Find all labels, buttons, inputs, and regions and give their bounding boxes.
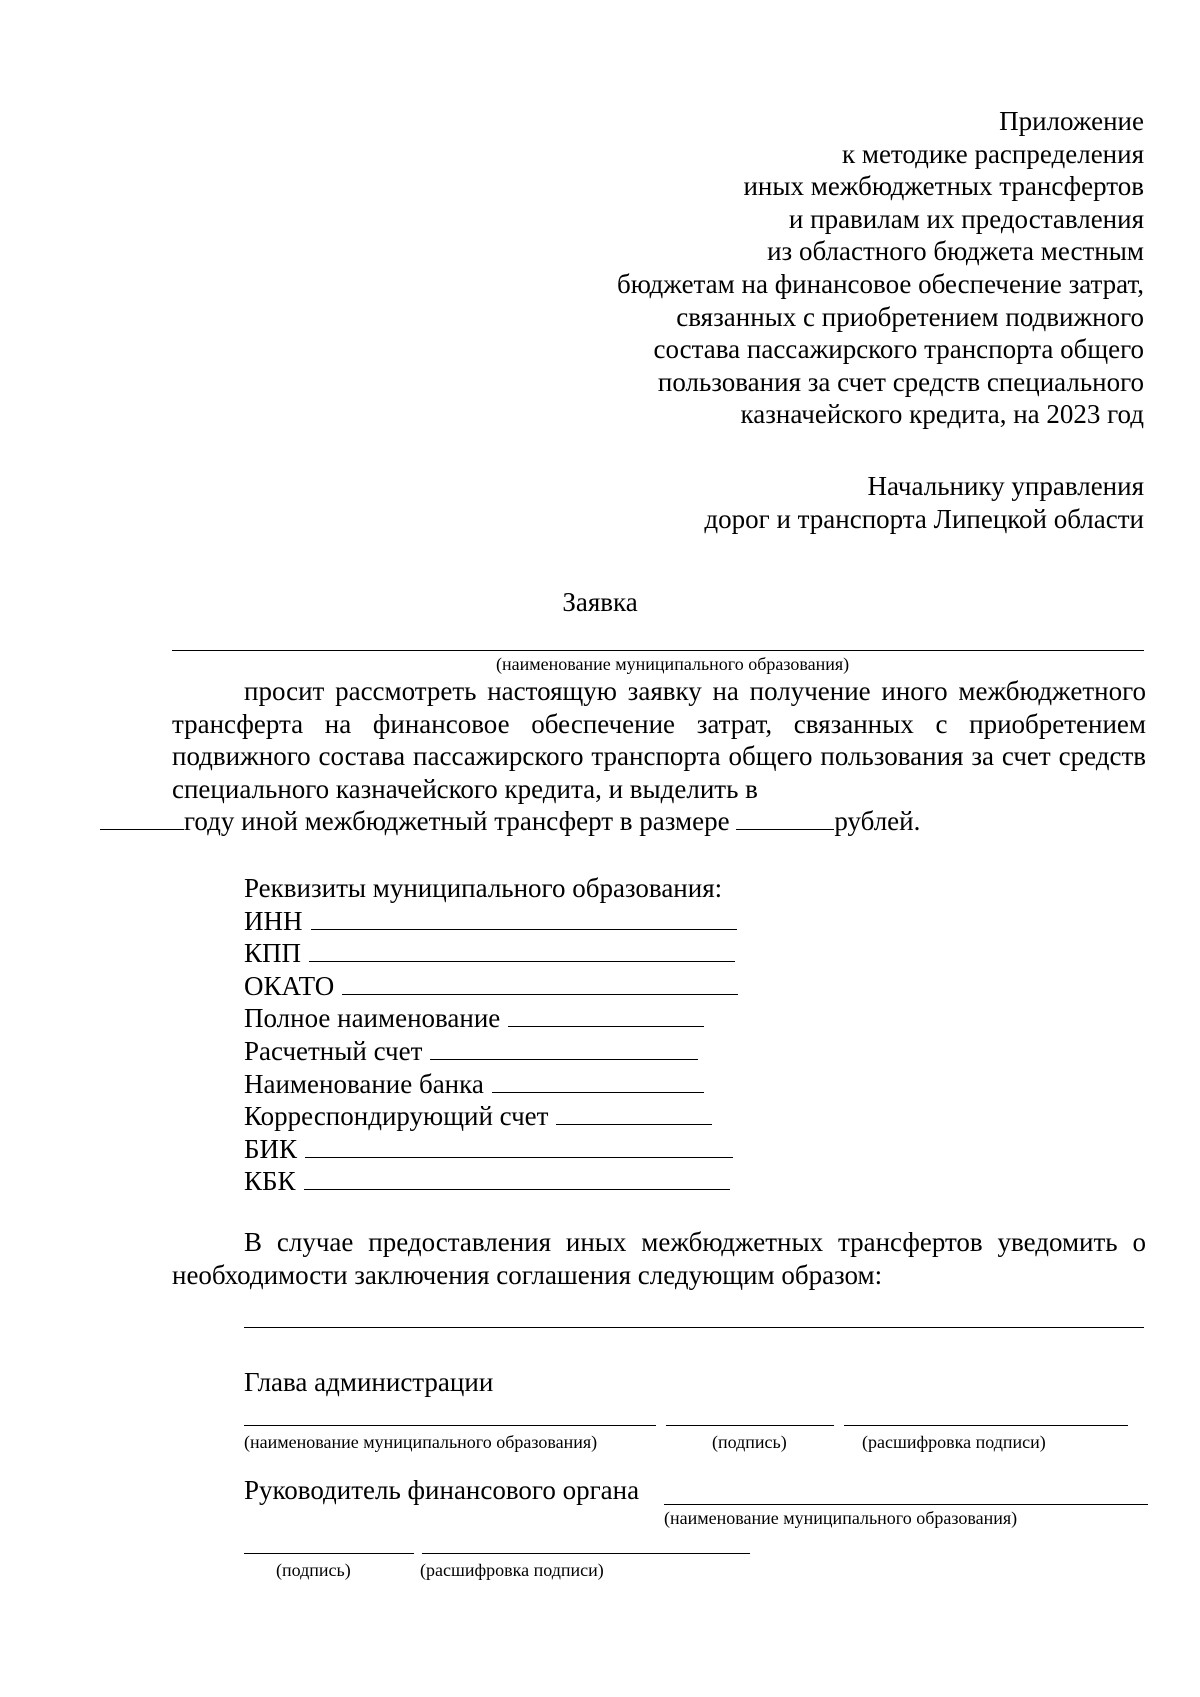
field-label: КБК (244, 1166, 296, 1197)
header-line: связанных с приобретением подвижного (676, 301, 1144, 332)
finance-name-caption: (наименование муниципального образования) (664, 1508, 1018, 1528)
bank-name-field[interactable] (492, 1068, 704, 1093)
head-decode-caption: (расшифровка подписи) (862, 1432, 1046, 1452)
header-line: к методике распределения (841, 138, 1144, 169)
field-label: Корреспондирующий счет (244, 1101, 549, 1132)
header-line: казначейского кредита, на 2023 год (740, 399, 1144, 430)
year-field[interactable] (100, 805, 184, 830)
header-line: Приложение (999, 106, 1144, 136)
amount-field[interactable] (736, 805, 834, 830)
field-label: БИК (244, 1133, 298, 1164)
correspondent-account-field[interactable] (556, 1100, 712, 1125)
header-line: состава пассажирского транспорта общего (653, 334, 1144, 365)
field-label: КПП (244, 938, 302, 969)
field-label: Наименование банка (244, 1068, 484, 1099)
document-title: Заявка (562, 587, 638, 617)
head-municipality-field[interactable] (244, 1425, 656, 1426)
account-field[interactable] (430, 1035, 698, 1060)
addressee-line: дорог и транспорта Липецкой области (704, 503, 1144, 534)
finance-municipality-field[interactable] (664, 1504, 1148, 1505)
head-sign-caption: (подпись) (712, 1432, 787, 1452)
notice-paragraph (172, 1226, 1146, 1291)
field-label: ИНН (244, 905, 303, 936)
municipality-name-caption: (наименование муниципального образования) (496, 654, 850, 674)
finance-sign-caption: (подпись) (276, 1560, 351, 1580)
addressee-line: Начальнику управления (867, 471, 1144, 501)
inn-field[interactable] (311, 905, 737, 930)
request-text: просит рассмотреть настоящую заявку на получение иного межбюджетного трансферта на финансовое обеспечение затрат, связанных с приобретением подвижного состава пассажирского транспорта общего пользования за счет средств специального казначейского кредита, и выделить в (172, 676, 1146, 804)
okato-field[interactable] (342, 970, 738, 995)
municipality-name-field[interactable] (172, 650, 1144, 651)
field-label: ОКАТО (244, 970, 335, 1001)
notice-text: В случае предоставления иных межбюджетных трансфертов уведомить о необходимости заключения соглашения следующим образом: (172, 1227, 1146, 1290)
notice-method-field[interactable] (244, 1327, 1144, 1328)
finance-decode-caption: (расшифровка подписи) (420, 1560, 604, 1580)
header-line: иных межбюджетных трансфертов (743, 171, 1144, 202)
field-label: Полное наименование (244, 1003, 501, 1034)
finance-decode-field[interactable] (422, 1553, 750, 1554)
head-decode-field[interactable] (844, 1425, 1128, 1426)
request-paragraph (172, 675, 1146, 838)
appendix-header (524, 105, 1144, 431)
bik-field[interactable] (305, 1133, 733, 1158)
head-name-caption: (наименование муниципального образования) (244, 1432, 598, 1452)
header-line: бюджетам на финансовое обеспечение затрат, (617, 268, 1144, 299)
field-label: Расчетный счет (244, 1035, 423, 1066)
addressee-block (704, 470, 1144, 535)
kbk-field[interactable] (304, 1165, 730, 1190)
requisites-heading: Реквизиты муниципального образования: (244, 873, 723, 903)
finance-signature-field[interactable] (244, 1553, 414, 1554)
header-line: пользования за счет средств специального (657, 366, 1144, 397)
requisites-block (244, 872, 738, 1198)
head-title: Глава администрации (244, 1367, 494, 1397)
header-line: из областного бюджета местным (767, 236, 1144, 267)
request-text: рублей. (834, 806, 921, 837)
finance-title: Руководитель финансового органа (244, 1475, 640, 1505)
head-signature-field[interactable] (666, 1425, 834, 1426)
full-name-field[interactable] (508, 1002, 704, 1027)
request-text: году иной межбюджетный трансферт в размере (184, 806, 737, 837)
kpp-field[interactable] (309, 937, 735, 962)
header-line: и правилам их предоставления (788, 203, 1144, 234)
